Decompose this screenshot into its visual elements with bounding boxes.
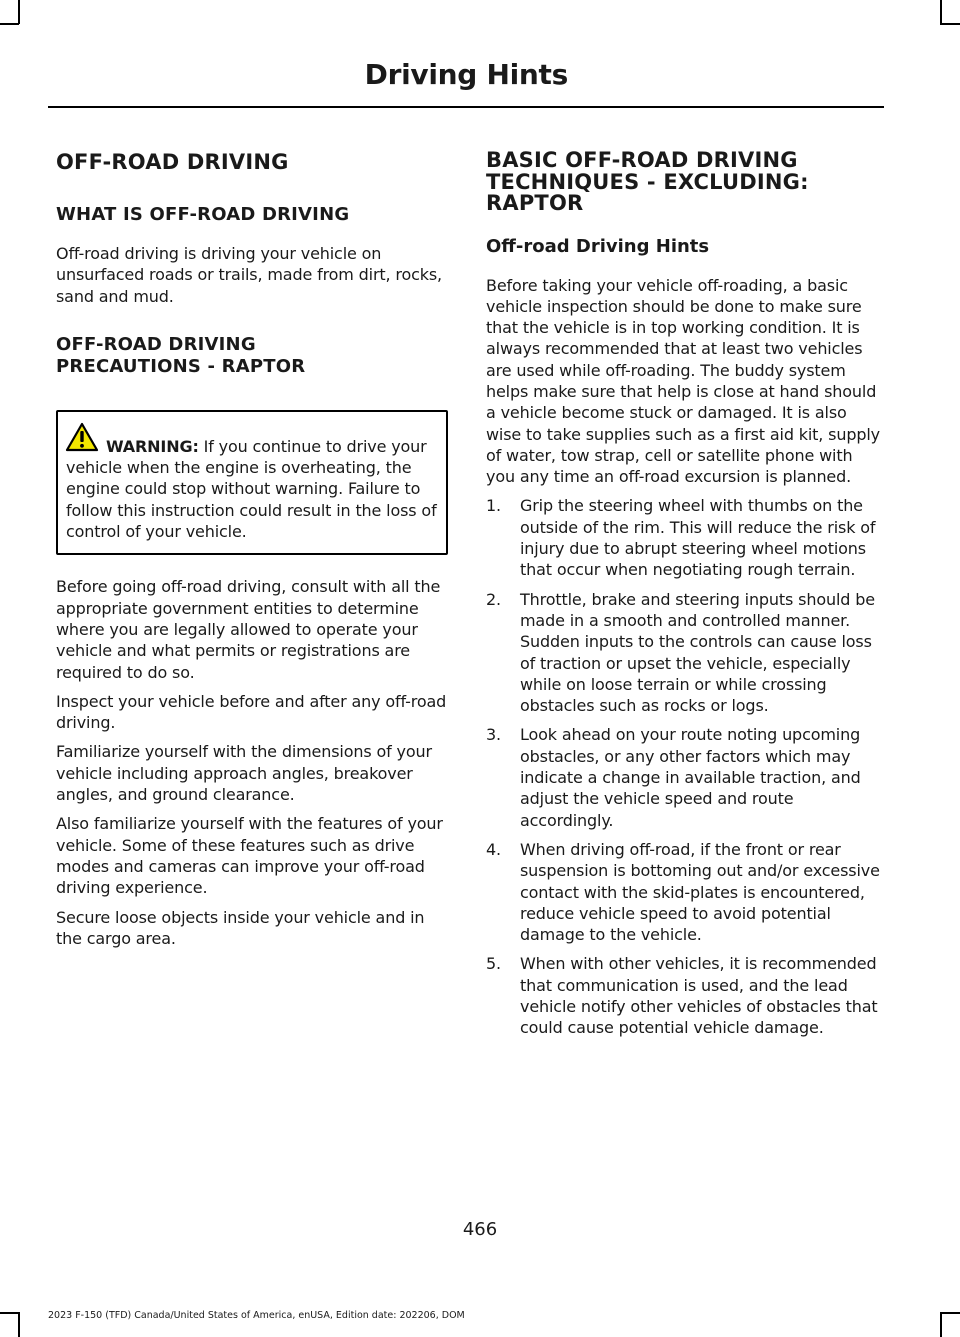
list-item-text: When with other vehicles, it is recommended that communication is used, and the lead vehicle notify other vehicles of obstacles that could cause potential vehicle damage. <box>520 954 878 1038</box>
crop-mark-br-v <box>940 1312 942 1337</box>
list-item-text: Throttle, brake and steering inputs should be made in a smooth and controlled manner. Sudden inputs to the controls can cause loss of traction or upset the vehicle, especially while on loose terrain or while crossing obstacles such as rocks or logs. <box>520 589 875 716</box>
page-header-title: Driving Hints <box>364 58 568 91</box>
list-item-number: 3. <box>486 725 501 745</box>
section-title-basic-techniques-line1: BASIC OFF-ROAD DRIVING <box>486 148 798 172</box>
list-item-text: Grip the steering wheel with thumbs on the outside of the rim. This will reduce the risk of injury due to abrupt steering wheel motions that occur when negotiating rough terrain. <box>520 496 876 580</box>
crop-mark-br-h <box>940 1312 960 1314</box>
subsection-title-precautions <box>56 334 448 378</box>
warning-text: If you continue to drive your vehicle when the engine is overheating, the engine could stop without warning. Failure to follow this instruction could result in the loss of control of your vehicle. <box>66 436 437 542</box>
list-item-number: 1. <box>486 496 501 516</box>
crop-mark-tl-v <box>18 0 20 24</box>
warning-triangle-icon <box>65 422 99 452</box>
list-item <box>486 495 882 580</box>
list-item-number: 5. <box>486 954 501 974</box>
crop-mark-tr-v <box>940 0 942 24</box>
subsection-title-hints: Off-road Driving Hints <box>486 235 710 257</box>
paragraph-dimensions: Familiarize yourself with the dimensions of your vehicle including approach angles, breakover angles, and ground clearance. <box>56 742 432 805</box>
paragraph-features: Also familiarize yourself with the features of your vehicle. Some of these features such as drive modes and cameras can improve your off-road driving experience. <box>56 814 443 898</box>
subsection-title-precautions-line1: OFF-ROAD DRIVING <box>56 333 256 355</box>
crop-mark-bl-v <box>18 1312 20 1337</box>
list-item <box>486 724 882 830</box>
paragraph-inspect: Inspect your vehicle before and after any off-road driving. <box>56 691 447 733</box>
header-rule <box>48 106 884 108</box>
paragraph-intro: Before taking your vehicle off-roading, a basic vehicle inspection should be done to make sure that the vehicle is in top working condition. It is always recommended that at least two vehicles are used while off-roading. The buddy system helps make sure that help is close at hand should a vehicle become stuck or damaged. It is also wise to take supplies such as a first aid kit, supply of water, tow strap, cell or satellite phone with you any time an off-road excursion is planned. <box>486 275 880 487</box>
footer-edition-info: 2023 F-150 (TFD) Canada/United States of America, enUSA, Edition date: 202206, DOM <box>48 1310 465 1321</box>
list-item-text: When driving off-road, if the front or rear suspension is bottoming out and/or excessive contact with the skid-plates is encountered, reduce vehicle speed to avoid potential damage to the vehicle. <box>520 839 880 945</box>
warning-box <box>56 410 448 555</box>
subsection-title-what-is: WHAT IS OFF-ROAD DRIVING <box>56 204 350 225</box>
crop-mark-bl-h <box>0 1312 19 1314</box>
page-number: 466 <box>462 1219 498 1240</box>
section-title-basic-techniques <box>486 150 882 215</box>
hints-list <box>486 495 882 1038</box>
paragraph-secure: Secure loose objects inside your vehicle and in the cargo area. <box>56 907 425 948</box>
subsection-title-precautions-line2: PRECAUTIONS - RAPTOR <box>56 355 306 377</box>
section-title-basic-techniques-line2: TECHNIQUES - EXCLUDING: <box>486 169 809 194</box>
paragraph-consult: Before going off-road driving, consult with all the appropriate government entities to determine where you are legally allowed to operate your vehicle and what permits or registrations are required to do so. <box>56 577 441 682</box>
list-item-number: 2. <box>486 589 501 609</box>
list-item-text: Look ahead on your route noting upcoming obstacles, or any other factors which may indicate a change in available traction, and adjust the vehicle speed and route accordingly. <box>520 725 861 830</box>
list-item <box>486 589 882 717</box>
paragraph-definition: Off-road driving is driving your vehicle on unsurfaced roads or trails, made from dirt, rocks, sand and mud. <box>56 244 442 306</box>
section-title-off-road-driving: OFF-ROAD DRIVING <box>56 150 289 174</box>
list-item <box>486 953 882 1038</box>
warning-label: WARNING: <box>106 436 199 456</box>
left-column <box>56 140 448 949</box>
list-item-number: 4. <box>486 839 501 859</box>
section-title-basic-techniques-line3: RAPTOR <box>486 191 584 215</box>
warning-text-block <box>66 436 438 542</box>
right-column <box>486 140 882 1039</box>
crop-mark-tr-h <box>940 23 960 25</box>
list-item <box>486 839 882 945</box>
crop-mark-tl-h <box>0 23 19 25</box>
